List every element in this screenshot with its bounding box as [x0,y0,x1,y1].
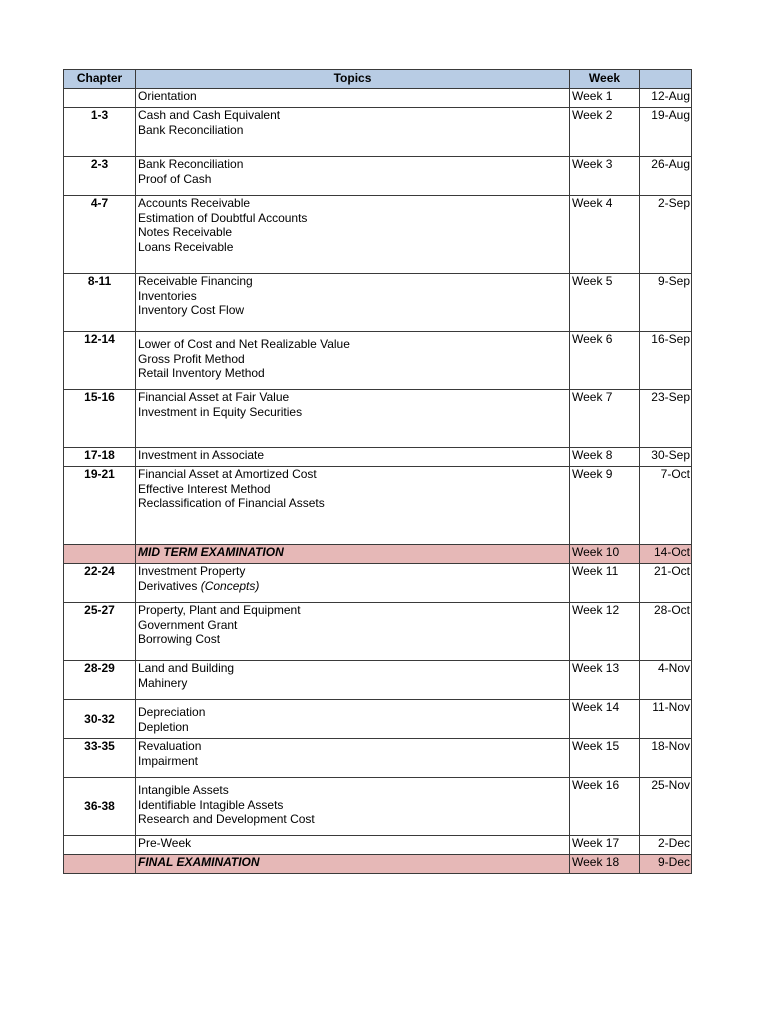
topic-text: Land and Building [138,661,235,675]
chapter-cell: 30-32 [64,700,136,739]
topic-text: Pre-Week [138,836,192,850]
week-cell: Week 12 [570,603,640,661]
chapter-cell: 2-3 [64,157,136,196]
topics-cell [136,274,570,332]
table-row [64,778,692,836]
topic-item [138,482,567,497]
topic-item [138,89,567,104]
date-cell: 25-Nov [640,778,692,836]
topics-cell [136,564,570,603]
table-row [64,332,692,390]
topic-note: (Concepts) [200,578,260,593]
topic-item [138,836,567,851]
topic-text: Gross Profit Method [138,351,245,366]
chapter-cell: 33-35 [64,739,136,778]
topic-item [138,720,567,735]
topic-text: Depreciation [138,705,206,719]
topic-text: Intangible Assets [138,783,229,797]
topics-cell [136,448,570,467]
topics-cell [136,836,570,855]
week-cell: Week 17 [570,836,640,855]
date-header [640,70,692,89]
topic-text: Lower of Cost and Net Realizable Value [138,337,350,351]
topics-cell [136,855,570,874]
topic-text: Property, Plant and Equipment [138,603,301,617]
chapter-cell: 8-11 [64,274,136,332]
date-cell: 21-Oct [640,564,692,603]
topics-cell [136,545,570,564]
topic-item [138,123,567,138]
chapter-cell: 28-29 [64,661,136,700]
topic-item [138,618,567,633]
chapter-cell [64,836,136,855]
topic-text: Borrowing Cost [138,632,221,646]
topic-text: MID TERM EXAMINATION [138,545,284,559]
topic-text: Investment in Equity Securities [138,404,303,419]
table-row [64,108,692,157]
topic-item [138,564,567,579]
topics-cell [136,467,570,545]
topic-item [138,303,567,318]
topics-cell [136,390,570,448]
topic-text: Government Grant [138,617,238,632]
week-cell: Week 3 [570,157,640,196]
week-cell: Week 15 [570,739,640,778]
table-row [64,564,692,603]
topic-text: Inventory Cost Flow [138,303,245,317]
week-cell: Week 4 [570,196,640,274]
chapter-cell: 22-24 [64,564,136,603]
topic-item [138,390,567,405]
date-cell: 16-Sep [640,332,692,390]
chapter-header: Chapter [64,70,136,89]
topic-text: Bank Reconciliation [138,157,244,171]
table-row [64,196,692,274]
topics-header: Topics [136,70,570,89]
topic-text: Research and Development Cost [138,812,315,826]
topics-cell [136,108,570,157]
topic-item [138,274,567,289]
table-row [64,661,692,700]
chapter-cell: 19-21 [64,467,136,545]
week-cell: Week 5 [570,274,640,332]
week-header: Week [570,70,640,89]
topic-text: Effective Interest Method [138,481,271,496]
topic-item [138,240,567,255]
table-row [64,448,692,467]
week-cell: Week 11 [570,564,640,603]
date-cell: 26-Aug [640,157,692,196]
topic-text: FINAL EXAMINATION [138,855,260,869]
topic-text: Investment in Associate [138,448,265,462]
topic-text: Derivatives [138,578,198,593]
table-row [64,739,692,778]
topic-item [138,632,567,647]
topic-item [138,798,567,813]
chapter-cell [64,545,136,564]
topic-item [138,366,567,381]
topic-text: Financial Asset at Fair Value [138,390,290,404]
topic-text: Depletion [138,719,189,734]
topic-text: Revaluation [138,739,202,753]
topic-item [138,812,567,827]
topic-text: Reclassification of Financial Assets [138,496,325,510]
date-cell: 18-Nov [640,739,692,778]
topics-cell [136,778,570,836]
table-row [64,836,692,855]
table-row [64,700,692,739]
week-cell: Week 10 [570,545,640,564]
topic-text: Accounts Receivable [138,196,251,210]
week-cell: Week 8 [570,448,640,467]
week-cell: Week 16 [570,778,640,836]
week-cell: Week 7 [570,390,640,448]
date-cell: 7-Oct [640,467,692,545]
date-cell: 9-Dec [640,855,692,874]
date-cell: 23-Sep [640,390,692,448]
topics-cell [136,700,570,739]
date-cell: 19-Aug [640,108,692,157]
exam-row [64,855,692,874]
week-cell: Week 14 [570,700,640,739]
date-cell: 12-Aug [640,89,692,108]
date-cell: 28-Oct [640,603,692,661]
topic-text: Retail Inventory Method [138,366,265,380]
topic-text: Orientation [138,89,197,103]
topics-cell [136,196,570,274]
topic-item [138,405,567,420]
topic-item [138,705,567,720]
exam-row [64,545,692,564]
topic-item [138,108,567,123]
topic-item [138,196,567,211]
topic-item [138,448,567,463]
chapter-cell [64,89,136,108]
table-row [64,603,692,661]
date-cell: 14-Oct [640,545,692,564]
topic-item [138,496,567,511]
topic-item [138,211,567,226]
topic-item [138,754,567,769]
table-row [64,157,692,196]
topic-item [138,603,567,618]
topic-text: Investment Property [138,564,246,578]
topic-text: Cash and Cash Equivalent [138,108,281,122]
topic-text: Inventories [138,288,197,303]
topic-text: Receivable Financing [138,274,253,288]
week-cell: Week 18 [570,855,640,874]
topic-text: Loans Receivable [138,239,234,254]
table-row [64,467,692,545]
topic-text: Notes Receivable [138,225,233,239]
chapter-cell: 1-3 [64,108,136,157]
topics-cell [136,157,570,196]
topic-item [138,783,567,798]
topic-item [138,579,567,594]
date-cell: 30-Sep [640,448,692,467]
chapter-cell: 15-16 [64,390,136,448]
date-cell: 2-Sep [640,196,692,274]
course-schedule-table [63,69,692,874]
topic-item [138,172,567,187]
topics-cell [136,661,570,700]
week-cell: Week 1 [570,89,640,108]
topic-item [138,157,567,172]
topic-text: Bank Reconciliation [138,122,244,137]
chapter-cell: 4-7 [64,196,136,274]
chapter-cell: 12-14 [64,332,136,390]
date-cell: 2-Dec [640,836,692,855]
topics-cell [136,603,570,661]
topic-item [138,661,567,676]
topic-text: Proof of Cash [138,171,212,186]
week-cell: Week 9 [570,467,640,545]
topic-item [138,545,567,560]
topic-item [138,855,567,870]
chapter-cell: 36-38 [64,778,136,836]
topic-item [138,352,567,367]
topic-item [138,676,567,691]
schedule-body [64,89,692,874]
chapter-cell: 17-18 [64,448,136,467]
chapter-cell [64,855,136,874]
topic-text: Impairment [138,753,199,768]
topic-item [138,739,567,754]
date-cell: 4-Nov [640,661,692,700]
week-cell: Week 6 [570,332,640,390]
topic-text: Mahinery [138,675,188,690]
topic-item [138,337,567,352]
topics-cell [136,332,570,390]
topics-cell [136,89,570,108]
table-row [64,390,692,448]
topic-text: Estimation of Doubtful Accounts [138,210,308,225]
date-cell: 9-Sep [640,274,692,332]
table-row [64,274,692,332]
topic-item [138,225,567,240]
week-cell: Week 13 [570,661,640,700]
topic-item [138,467,567,482]
date-cell: 11-Nov [640,700,692,739]
table-row [64,89,692,108]
topic-text: Identifiable Intagible Assets [138,797,284,812]
topic-item [138,289,567,304]
chapter-cell: 25-27 [64,603,136,661]
week-cell: Week 2 [570,108,640,157]
topics-cell [136,739,570,778]
topic-text: Financial Asset at Amortized Cost [138,467,317,481]
header-row [64,70,692,89]
